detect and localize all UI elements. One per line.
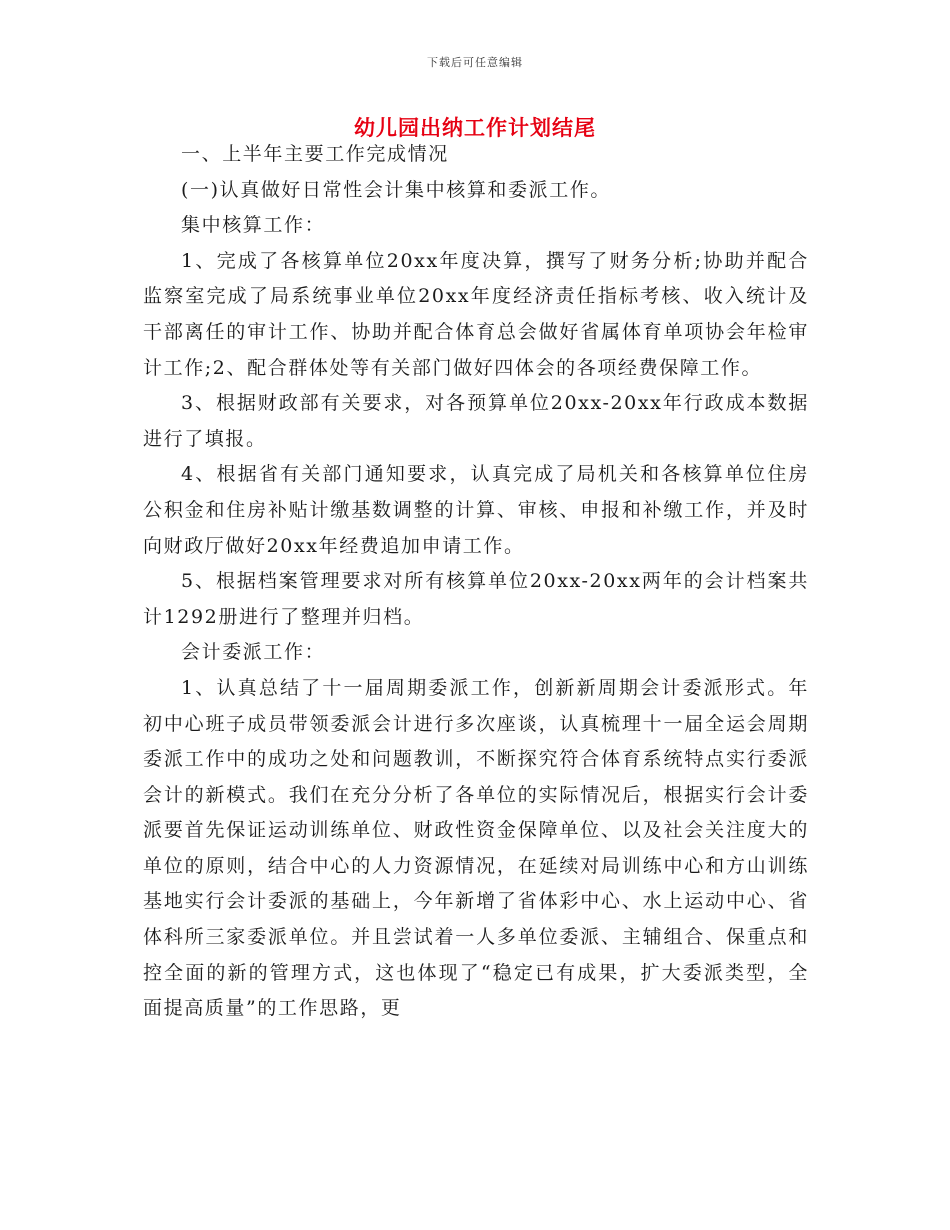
subsection-heading: (一)认真做好日常性会计集中核算和委派工作。 — [181, 178, 612, 201]
section-heading: 一、上半年主要工作完成情况 — [181, 143, 449, 165]
body-paragraph: 5、根据档案管理要求对所有核算单位20xx-20xx两年的会计档案共计1292册进行了整理并归档。 — [143, 570, 809, 628]
body-paragraph: 4、根据省有关部门通知要求，认真完成了局机关和各核算单位住房公积金和住房补贴计缴基数调整的计算、审核、申报和补缴工作，并及时向财政厅做好20xx年经费追加申请工作。 — [143, 463, 809, 557]
body-paragraph: 3、根据财政部有关要求，对各预算单位20xx-20xx年行政成本数据进行了填报。 — [143, 392, 809, 450]
document-body — [143, 137, 809, 1027]
document-title: 幼儿园出纳工作计划结尾 — [354, 115, 596, 140]
body-paragraph: 1、完成了各核算单位20xx年度决算，撰写了财务分析;协助并配合监察室完成了局系统事业单位20xx年度经济责任指标考核、收入统计及干部离任的审计工作、协助并配合体育总会做好省属体育单项协会年检审计工作;2、配合群体处等有关部门做好四体会的各项经费保障工作。 — [143, 249, 809, 379]
topic-label: 会计委派工作： — [181, 641, 326, 664]
page-header-note: 下载后可任意编辑 — [427, 56, 523, 69]
topic-label: 集中核算工作： — [181, 214, 326, 237]
body-paragraph: 1、认真总结了十一届周期委派工作，创新新周期会计委派形式。年初中心班子成员带领委派会计进行多次座谈，认真梳理十一届全运会周期委派工作中的成功之处和问题教训，不断探究符合体育系统特点实行委派会计的新模式。我们在充分分析了各单位的实际情况后，根据实行会计委派要首先保证运动训练单位、财政性资金保障单位、以及社会关注度大的单位的原则，结合中心的人力资源情况，在延续对局训练中心和方山训练基地实行会计委派的基础上，今年新增了省体彩中心、水上运动中心、省体科所三家委派单位。并且尝试着一人多单位委派、主辅组合、保重点和控全面的新的管理方式，这也体现了“稳定已有成果，扩大委派类型，全面提高质量”的工作思路，更 — [143, 676, 809, 1020]
